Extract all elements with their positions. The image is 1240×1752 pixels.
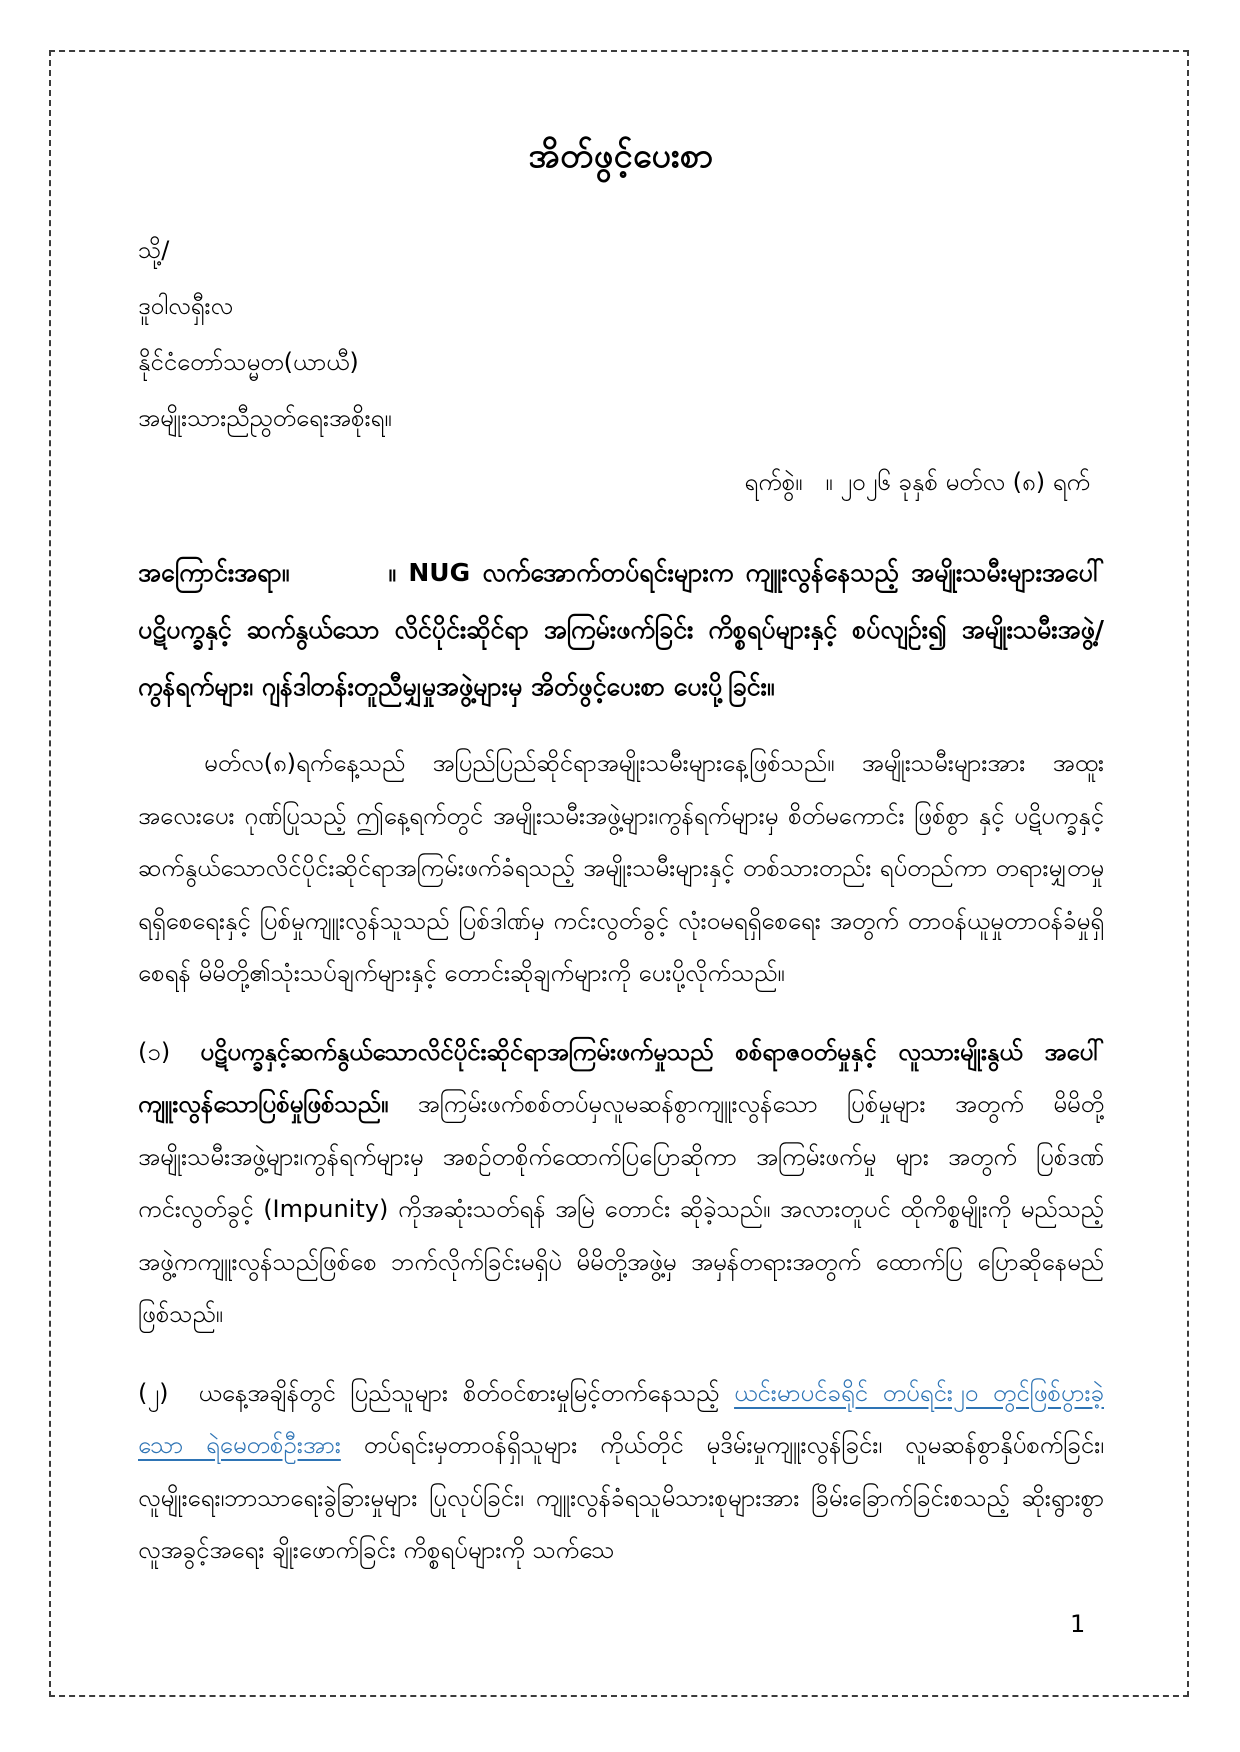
section-1-number: (၁) — [138, 1037, 171, 1066]
page-number: 1 — [1070, 1610, 1086, 1638]
date-line: ရက်စွဲ။ ။ ၂၀၂၆ ခုနှစ် မတ်လ (၈) ရက် — [744, 468, 1090, 496]
recipient-name: ဒူဝါလရှီးလ — [138, 292, 234, 320]
subject-paragraph: အကြောင်းအရာ။ ။ NUG လက်အောက်တပ်ရင်းများက ကျူးလွန်နေသည့် အမျိုးသမီးများအပေါ် ပဋိပက္ခနှင့် ဆက်နွယ်သော လိင်ပိုင်းဆိုင်ရာ အကြမ်းဖက်ခြင်း ကိစ္စရပ်များနှင့် စပ်လျဉ်း၍ အမျိုးသမီးအဖွဲ့/ကွန်ရက်များ၊ ဂျန်ဒါတန်းတူညီမျှမှုအဖွဲ့များမှ အိတ်ဖွင့်ပေးစာ ပေးပို့ခြင်း။ — [138, 558, 1104, 701]
section-2-paragraph — [138, 1367, 1104, 1577]
section-2-number: (၂) — [138, 1378, 169, 1407]
section-1-paragraph — [138, 1026, 1104, 1341]
page-title: အိတ်ဖွင့်ပေးစာ — [528, 136, 714, 176]
section-2-text-after-link: တပ်ရင်းမှတာဝန်ရှိသူများ ကိုယ်တိုင် မုဒိမ်းမှုကျူးလွန်ခြင်း၊ လူမဆန်စွာနှိပ်စက်ခြင်း၊ လူမျိုးရေး၊ဘာသာရေးခွဲခြားမှုများ ပြုလုပ်ခြင်း၊ ကျူးလွန်ခံရသူမိသားစုများအား ခြိမ်းခြောက်ခြင်းစသည့် ဆိုးရွားစွာလူအခွင့်အရေး ချိုးဖောက်ခြင်း ကိစ္စရပ်များကို သက်သေ — [138, 1431, 1104, 1564]
section-1-bold-lead: ပဋိပက္ခနှင့်ဆက်နွယ်သောလိင်ပိုင်းဆိုင်ရာအကြမ်းဖက်မှုသည် စစ်ရာဇဝတ်မှုနှင့် လူသားမျိုးနွယ် အပေါ်ကျူးလွန်သောပြစ်မှုဖြစ်သည်။ — [138, 1037, 1104, 1118]
intro-paragraph: မတ်လ(၈)ရက်နေ့သည် အပြည်ပြည်ဆိုင်ရာအမျိုးသမီးများနေ့ဖြစ်သည်။ အမျိုးသမီးများအား အထူးအလေးပေး ဂုဏ်ပြုသည့် ဤနေ့ရက်တွင် အမျိုးသမီးအဖွဲ့များ၊ကွန်ရက်များမှ စိတ်မကောင်း ဖြစ်စွာ နှင့် ပဋိပက္ခနှင့်ဆက်နွယ်သောလိင်ပိုင်းဆိုင်ရာအကြမ်းဖက်ခံရသည့် အမျိုးသမီးများနှင့် တစ်သားတည်း ရပ်တည်ကာ တရားမျှတမှုရရှိစေရေးနှင့် ပြစ်မှုကျူးလွန်သူသည် ပြစ်ဒါဏ်မှ ကင်းလွတ်ခွင့် လုံးဝမရရှိစေရေး အတွက် တာဝန်ယူမှုတာဝန်ခံမှုရှိစေရန် မိမိတို့၏သုံးသပ်ချက်များနှင့် တောင်းဆိုချက်များကို ပေးပို့လိုက်သည်။ — [138, 749, 1104, 987]
recipient-to-label: သို့/ — [138, 236, 170, 264]
section-2-text-before-link: ယနေ့အချိန်တွင် ပြည်သူများ စိတ်ဝင်စားမှုမြင့်တက်နေသည့် — [198, 1378, 735, 1407]
recipient-block — [138, 222, 1104, 446]
recipient-organization: အမျိုးသားညီညွတ်ရေးအစိုးရ။ — [138, 404, 392, 432]
recipient-title: နိုင်ငံတော်သမ္မတ(ယာယီ) — [138, 348, 359, 376]
document-content — [138, 130, 1104, 1577]
incident-hyperlink[interactable]: ယင်းမာပင်ခရိုင် တပ်ရင်း၂၀ တွင်ဖြစ်ပွားခဲ့သော ရဲမေတစ်ဦးအား — [138, 1378, 1104, 1459]
section-1-text: အကြမ်းဖက်စစ်တပ်မှလူမဆန်စွာကျူးလွန်သော ပြစ်မှုများ အတွက် မိမိတို့အမျိုးသမီးအဖွဲ့များ၊ကွန်ရက်များမှ အစဉ်တစိုက်ထောက်ပြပြောဆိုကာ အကြမ်းဖက်မှု များ အတွက် ပြစ်ဒဏ်ကင်းလွတ်ခွင့် (Impunity) ကိုအဆုံးသတ်ရန် အမြဲ တောင်း ဆိုခဲ့သည်။ အလားတူပင် ထိုကိစ္စမျိုးကို မည်သည့်အဖွဲ့ကကျူးလွန်သည်ဖြစ်စေ ဘက်လိုက်ခြင်းမရှိပဲ မိမိတို့အဖွဲ့မှ အမှန်တရားအတွက် ထောက်ပြ ပြောဆိုနေမည်ဖြစ်သည်။ — [138, 1090, 1104, 1328]
